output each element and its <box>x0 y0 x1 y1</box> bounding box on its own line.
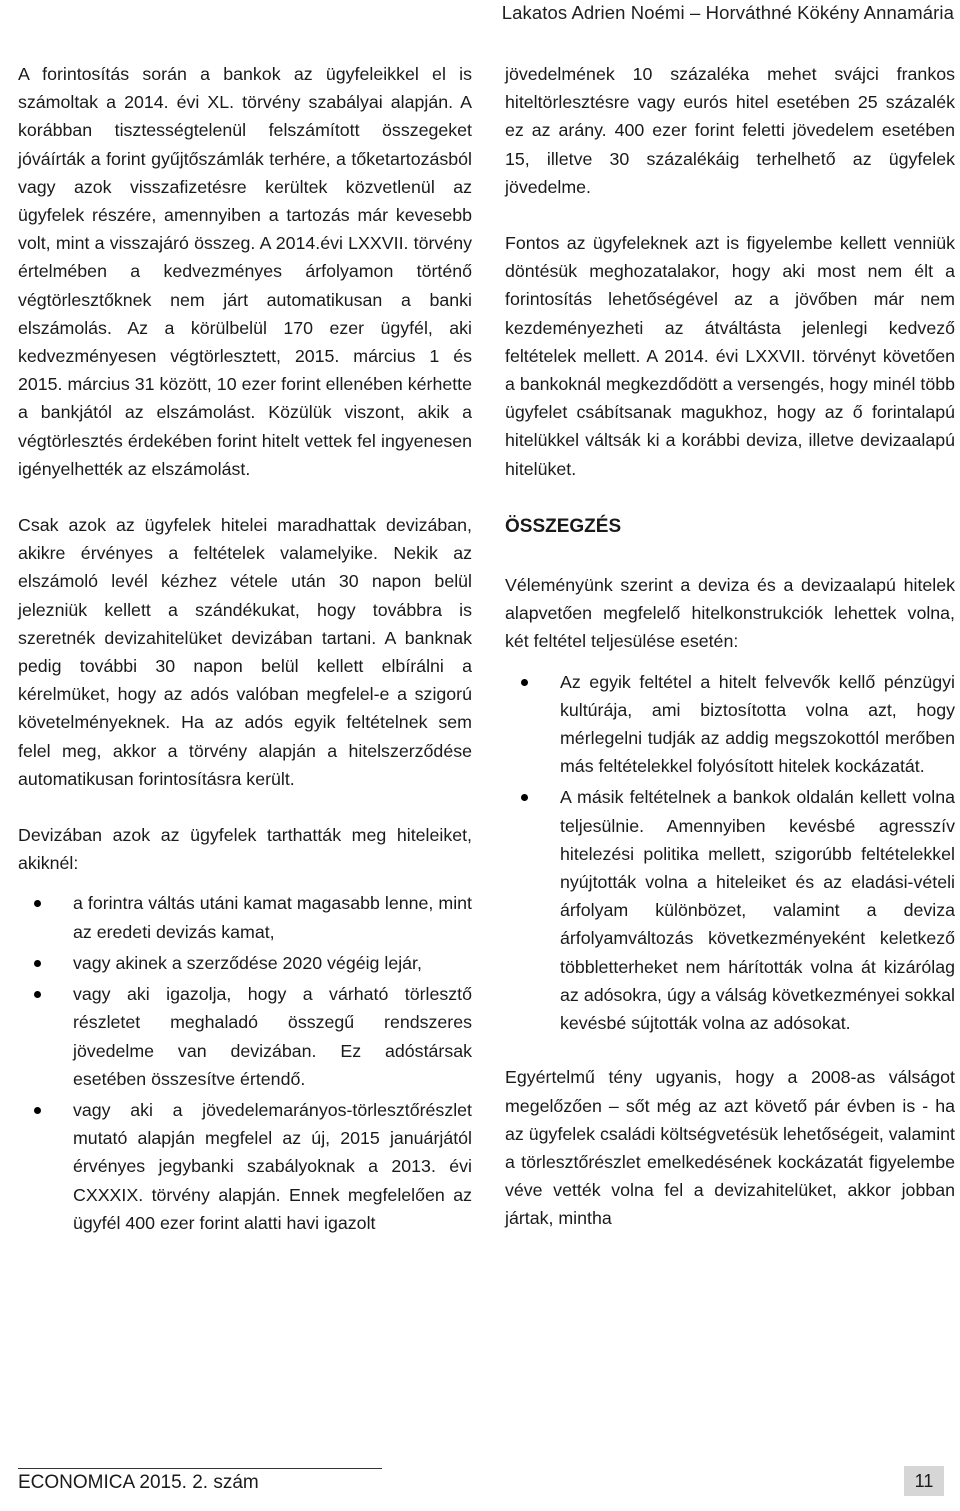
footer-journal: ECONOMICA 2015. 2. szám <box>18 1472 259 1493</box>
running-header-authors: Lakatos Adrien Noémi – Horváthné Kökény Annamária <box>501 2 954 23</box>
left-column <box>18 60 472 1240</box>
paragraph: Fontos az ügyfeleknek azt is figyelembe kellett venniük döntésük meghozatalakor, hogy aki most nem élt a forintosítás lehetőségével az a jövőben már nem kezdeményezheti az átváltásta jelenlegi kedvező feltételek mellett. A 2014. évi LXXVII. törvényt követően a bankoknál megkezdődött a versengés, hogy minél több ügyfelet csábítsanak magukhoz, hogy az ő forintalapú hitelükkel váltsák ki a korábbi deviza, illetve devizaalapú hitelüket. <box>505 233 955 479</box>
bullet-list <box>18 889 472 1236</box>
list-item: a forintra váltás utáni kamat magasabb lenne, mint az eredeti devizás kamat, <box>18 889 472 945</box>
page-number: 11 <box>904 1466 944 1496</box>
paragraph: Csak azok az ügyfelek hitelei maradhattak devizában, akikre érvényes a feltételek valamelyike. Nekik az elszámoló levél kézhez vétele után 30 napon belül jelezniük kellett a szándékukat, hogy továbbra is szeretnék devizahitelüket devizában tartani. A banknak pedig további 30 napon belül kellett elbírálni a kérelmüket, hogy az adós valóban megfelel-e a szigorú követelményeknek. Ha az adós egyik feltételnek sem felel meg, akkor a törvény alapján a hitelszerződése automatikusan forintosításra került. <box>18 515 472 789</box>
list-item: vagy aki a jövedelemarányos-törlesztőrészlet mutató alapján megfelel az új, 2015 januárjától érvényes jegybanki szabályoknak a 2013. évi CXXXIX. törvény alapján. Ennek megfelelően az ügyfél 400 ezer forint alatti havi igazolt <box>18 1096 472 1237</box>
list-item: A másik feltételnek a bankok oldalán kellett volna teljesülnie. Amennyiben kevésbé agresszív hitelezési politika mellett, szigorúbb feltételekkel nyújtották volna a hiteleiket és az eladási-vételi árfolyam különbözet, valamint a deviza árfolyamváltozás következményeként keletkező többletterheket nem hárították volna át kizárólag az adósokra, úgy a válság következményei sokkal kevésbé sújtották volna az adósokat. <box>505 783 955 1037</box>
list-item: vagy akinek a szerződése 2020 végéig lejár, <box>18 949 472 977</box>
paragraph: Véleményünk szerint a deviza és a devizaalapú hitelek alapvetően megfelelő hitelkonstrukciók lehettek volna, két feltétel teljesülése esetén: <box>505 575 955 652</box>
paragraph: Egyértelmű tény ugyanis, hogy a 2008-as válságot megelőzően – sőt még az azt követő pár évben is - ha az ügyfelek családi költségvetésük lehetőségeit, valamint a törlesztőrészlet emelkedésének kockázatát figyelembe véve vették volna fel a devizahitelüket, akkor jobban jártak, mintha <box>505 1067 955 1229</box>
bullet-list <box>505 668 955 1038</box>
footer-divider <box>18 1468 382 1469</box>
paragraph: Devizában azok az ügyfelek tarthatták meg hiteleiket, akiknél: <box>18 825 472 874</box>
list-item: Az egyik feltétel a hitelt felvevők kellő pénzügyi kultúrája, ami biztosította volna azt, hogy mérlegelni tudják az addig megszokottól merőben más feltételekkel folyósított hitelek kockázatát. <box>505 668 955 781</box>
list-item: vagy aki igazolja, hogy a várható törlesztő részletet meghaladó összegű rendszeres jövedelme van devizában. Ez adóstársak esetében összesítve értendő. <box>18 980 472 1093</box>
paragraph: A forintosítás során a bankok az ügyfeleikkel el is számoltak a 2014. évi XL. törvény szabályai alapján. A korábban tisztességtelenül felszámított összegeket jóváírták a forint gyűjtőszámlák terhére, a tőketartozásból vagy azok visszafizetésre kerültek közvetlenül az ügyfelek részére, amennyiben a tartozás már kevesebb volt, mint a visszajáró összeg. A 2014.évi LXXVII. törvény értelmében a kedvezményes árfolyamon történő végtörlesztőknek nem járt automatikusan a banki elszámolás. Az a körülbelül 170 ezer ügyfél, aki kedvezményesen végtörlesztett, 2015. március 1 és 2015. március 31 között, 10 ezer forint ellenében kérhette a bankjától az elszámolást. Közülük viszont, akik a végtörlesztés érdekében forint hitelt vettek fel ingyenesen igényelhették az elszámolást. <box>18 64 472 479</box>
paragraph: jövedelmének 10 százaléka mehet svájci frankos hiteltörlesztésre vagy eurós hitel esetében 25 százalék ez az arány. 400 ezer forint feletti jövedelem esetében 15, illetve 30 százalékáig terhelhető az ügyfelek jövedelme. <box>505 64 955 197</box>
right-column <box>505 60 955 1233</box>
section-heading: ÖSSZEGZÉS <box>505 515 622 537</box>
